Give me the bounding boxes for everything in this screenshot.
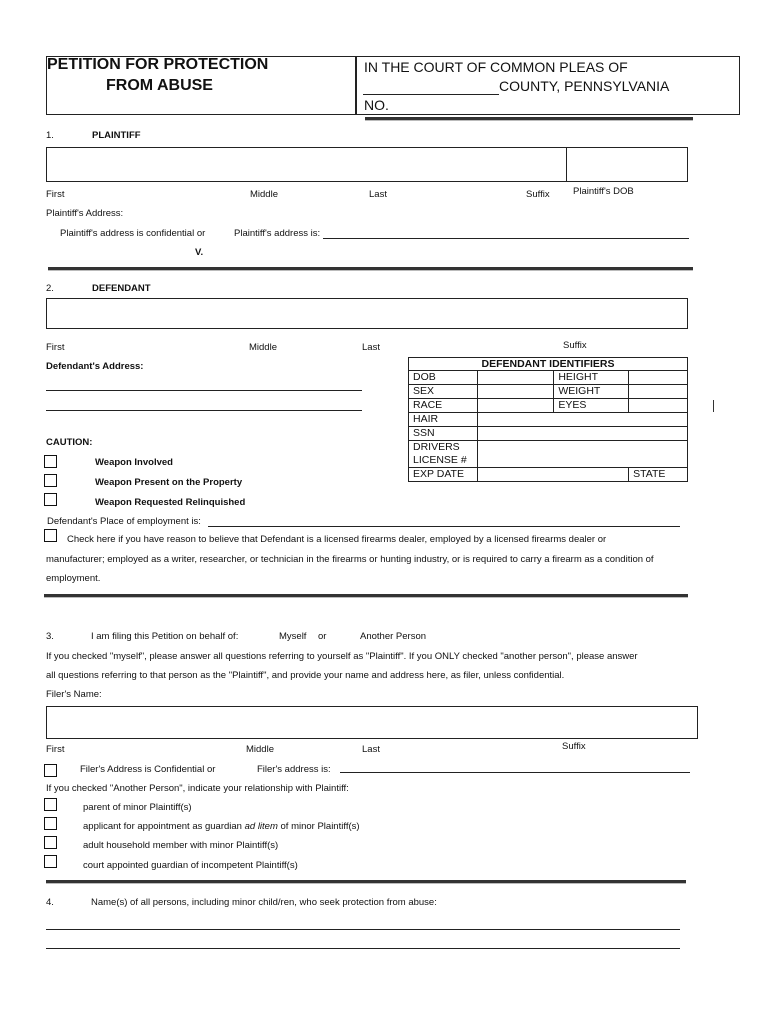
rel-guardian-label	[83, 821, 360, 832]
section2-number: 2.	[46, 283, 54, 294]
id-sex-value[interactable]	[477, 385, 553, 399]
filing-on-behalf-label: I am filing this Petition on behalf of:	[91, 631, 239, 642]
id-license-label-line1: DRIVERS	[413, 441, 460, 453]
filer-suffix-label: Suffix	[562, 741, 586, 752]
county-blank[interactable]	[363, 94, 499, 95]
id-ssn-label: SSN	[409, 427, 478, 441]
weapon-present-checkbox[interactable]	[44, 474, 57, 487]
id-state-label: STATE	[629, 468, 688, 482]
identifiers-title: DEFENDANT IDENTIFIERS	[409, 358, 688, 371]
filer-confidential-label: Filer's Address is Confidential or	[80, 764, 216, 775]
plaintiff-name-field[interactable]	[46, 147, 567, 182]
defendant-address-label: Defendant's Address:	[46, 361, 144, 372]
rel-parent-checkbox[interactable]	[44, 798, 57, 811]
id-eyes-value[interactable]	[629, 399, 688, 413]
caution-label: CAUTION:	[46, 437, 93, 448]
id-eyes-label: EYES	[554, 399, 629, 413]
filer-name-label: Filer's Name:	[46, 689, 102, 700]
id-race-value[interactable]	[477, 399, 553, 413]
court-line3: NO.	[364, 97, 389, 113]
id-race-label: RACE	[409, 399, 478, 413]
plaintiff-last-label: Last	[369, 189, 387, 200]
id-hair-value[interactable]	[477, 413, 687, 427]
weapon-involved-checkbox[interactable]	[44, 455, 57, 468]
rel-court-checkbox[interactable]	[44, 855, 57, 868]
protected-persons-line1[interactable]	[46, 929, 680, 930]
defendant-address-line1[interactable]	[46, 390, 362, 391]
petition-title-line2: FROM ABUSE	[106, 77, 213, 94]
section3-divider	[46, 880, 686, 883]
filer-first-label: First	[46, 744, 65, 755]
section1-divider	[48, 267, 693, 270]
defendant-identifiers-table	[408, 357, 688, 482]
rel-household-label: adult household member with minor Plaintiff(s)	[83, 840, 279, 851]
court-line1: IN THE COURT OF COMMON PLEAS OF	[364, 59, 628, 75]
section3-number: 3.	[46, 631, 54, 642]
plaintiff-address-line[interactable]	[323, 238, 689, 239]
section2-divider	[44, 594, 688, 597]
instructions-line1: If you checked "myself", please answer all questions referring to yourself as "Plaintiff". If you ONLY checked "another person", please answer	[46, 651, 638, 662]
id-hair-label: HAIR	[409, 413, 478, 427]
id-dob-label: DOB	[409, 371, 478, 385]
section2-heading: DEFENDANT	[92, 283, 151, 294]
weapon-present-label: Weapon Present on the Property	[95, 477, 243, 488]
rel-guardian-text-b: ad litem	[244, 821, 278, 832]
plaintiff-suffix-label: Suffix	[526, 189, 550, 200]
defendant-name-field[interactable]	[46, 298, 688, 329]
plaintiff-first-label: First	[46, 189, 65, 200]
margin-mark	[713, 400, 714, 412]
protected-persons-line2[interactable]	[46, 948, 680, 949]
rel-guardian-text-a: applicant for appointment as guardian	[83, 821, 245, 832]
court-line2: COUNTY, PENNSYLVANIA	[499, 78, 670, 94]
rel-guardian-text-c: of minor Plaintiff(s)	[277, 821, 360, 832]
relationship-prompt: If you checked "Another Person", indicate your relationship with Plaintiff:	[46, 783, 349, 794]
filer-last-label: Last	[362, 744, 380, 755]
plaintiff-address-label: Plaintiff's Address:	[46, 208, 124, 219]
id-license-label-line2: LICENSE #	[413, 454, 467, 466]
rel-parent-label: parent of minor Plaintiff(s)	[83, 802, 192, 813]
defendant-first-label: First	[46, 342, 65, 353]
versus-label: V.	[195, 247, 204, 258]
rel-household-checkbox[interactable]	[44, 836, 57, 849]
firearms-text-line3: employment.	[46, 573, 101, 584]
another-person-option[interactable]: Another Person	[360, 631, 427, 642]
id-exp-date-value[interactable]	[477, 468, 628, 482]
section1-number: 1.	[46, 130, 54, 141]
plaintiff-dob-label: Plaintiff's DOB	[573, 186, 634, 197]
firearms-text-line1: Check here if you have reason to believe that Defendant is a licensed firearms dealer, employed by a licensed firearms dealer or	[67, 534, 607, 545]
rel-guardian-checkbox[interactable]	[44, 817, 57, 830]
instructions-line2: all questions referring to that person as the "Plaintiff", and provide your name and address here, as filer, unless confidential.	[46, 670, 565, 681]
plaintiff-confidential-label: Plaintiff's address is confidential or	[60, 228, 206, 239]
id-exp-date-label: EXP DATE	[409, 468, 478, 482]
id-weight-label: WEIGHT	[554, 385, 629, 399]
firearms-text-line2: manufacturer; employed as a writer, researcher, or technician in the firearms or hunting industry, or is required to carry a firearm as a condition of	[46, 554, 654, 565]
id-ssn-value[interactable]	[477, 427, 687, 441]
weapon-relinquished-checkbox[interactable]	[44, 493, 57, 506]
id-dob-value[interactable]	[477, 371, 553, 385]
employment-label: Defendant's Place of employment is:	[47, 516, 201, 527]
id-weight-value[interactable]	[629, 385, 688, 399]
petition-title-line1: PETITION FOR PROTECTION	[47, 56, 269, 73]
plaintiff-middle-label: Middle	[250, 189, 278, 200]
defendant-address-line2[interactable]	[46, 410, 362, 411]
id-license-value[interactable]	[477, 441, 687, 468]
section1-heading: PLAINTIFF	[92, 130, 141, 141]
filer-middle-label: Middle	[246, 744, 274, 755]
rel-court-label: court appointed guardian of incompetent Plaintiff(s)	[83, 860, 298, 871]
firearms-checkbox[interactable]	[44, 529, 57, 542]
id-height-value[interactable]	[629, 371, 688, 385]
weapon-involved-label: Weapon Involved	[95, 457, 173, 468]
defendant-middle-label: Middle	[249, 342, 277, 353]
id-sex-label: SEX	[409, 385, 478, 399]
section4-number: 4.	[46, 897, 54, 908]
defendant-last-label: Last	[362, 342, 380, 353]
id-height-label: HEIGHT	[554, 371, 629, 385]
or-text: or	[318, 631, 327, 642]
id-license-label	[409, 441, 478, 468]
header-divider	[365, 117, 693, 120]
defendant-suffix-label: Suffix	[563, 340, 587, 351]
plaintiff-address-is-label: Plaintiff's address is:	[234, 228, 321, 239]
myself-option[interactable]: Myself	[279, 631, 307, 642]
filer-confidential-checkbox[interactable]	[44, 764, 57, 777]
section4-text: Name(s) of all persons, including minor child/ren, who seek protection from abuse:	[91, 897, 437, 908]
filer-address-is-label: Filer's address is:	[257, 764, 331, 775]
filer-name-field[interactable]	[46, 706, 698, 739]
employment-line[interactable]	[208, 526, 680, 527]
plaintiff-dob-field[interactable]	[566, 147, 688, 182]
weapon-relinquished-label: Weapon Requested Relinquished	[95, 497, 246, 508]
filer-address-line[interactable]	[340, 772, 690, 773]
